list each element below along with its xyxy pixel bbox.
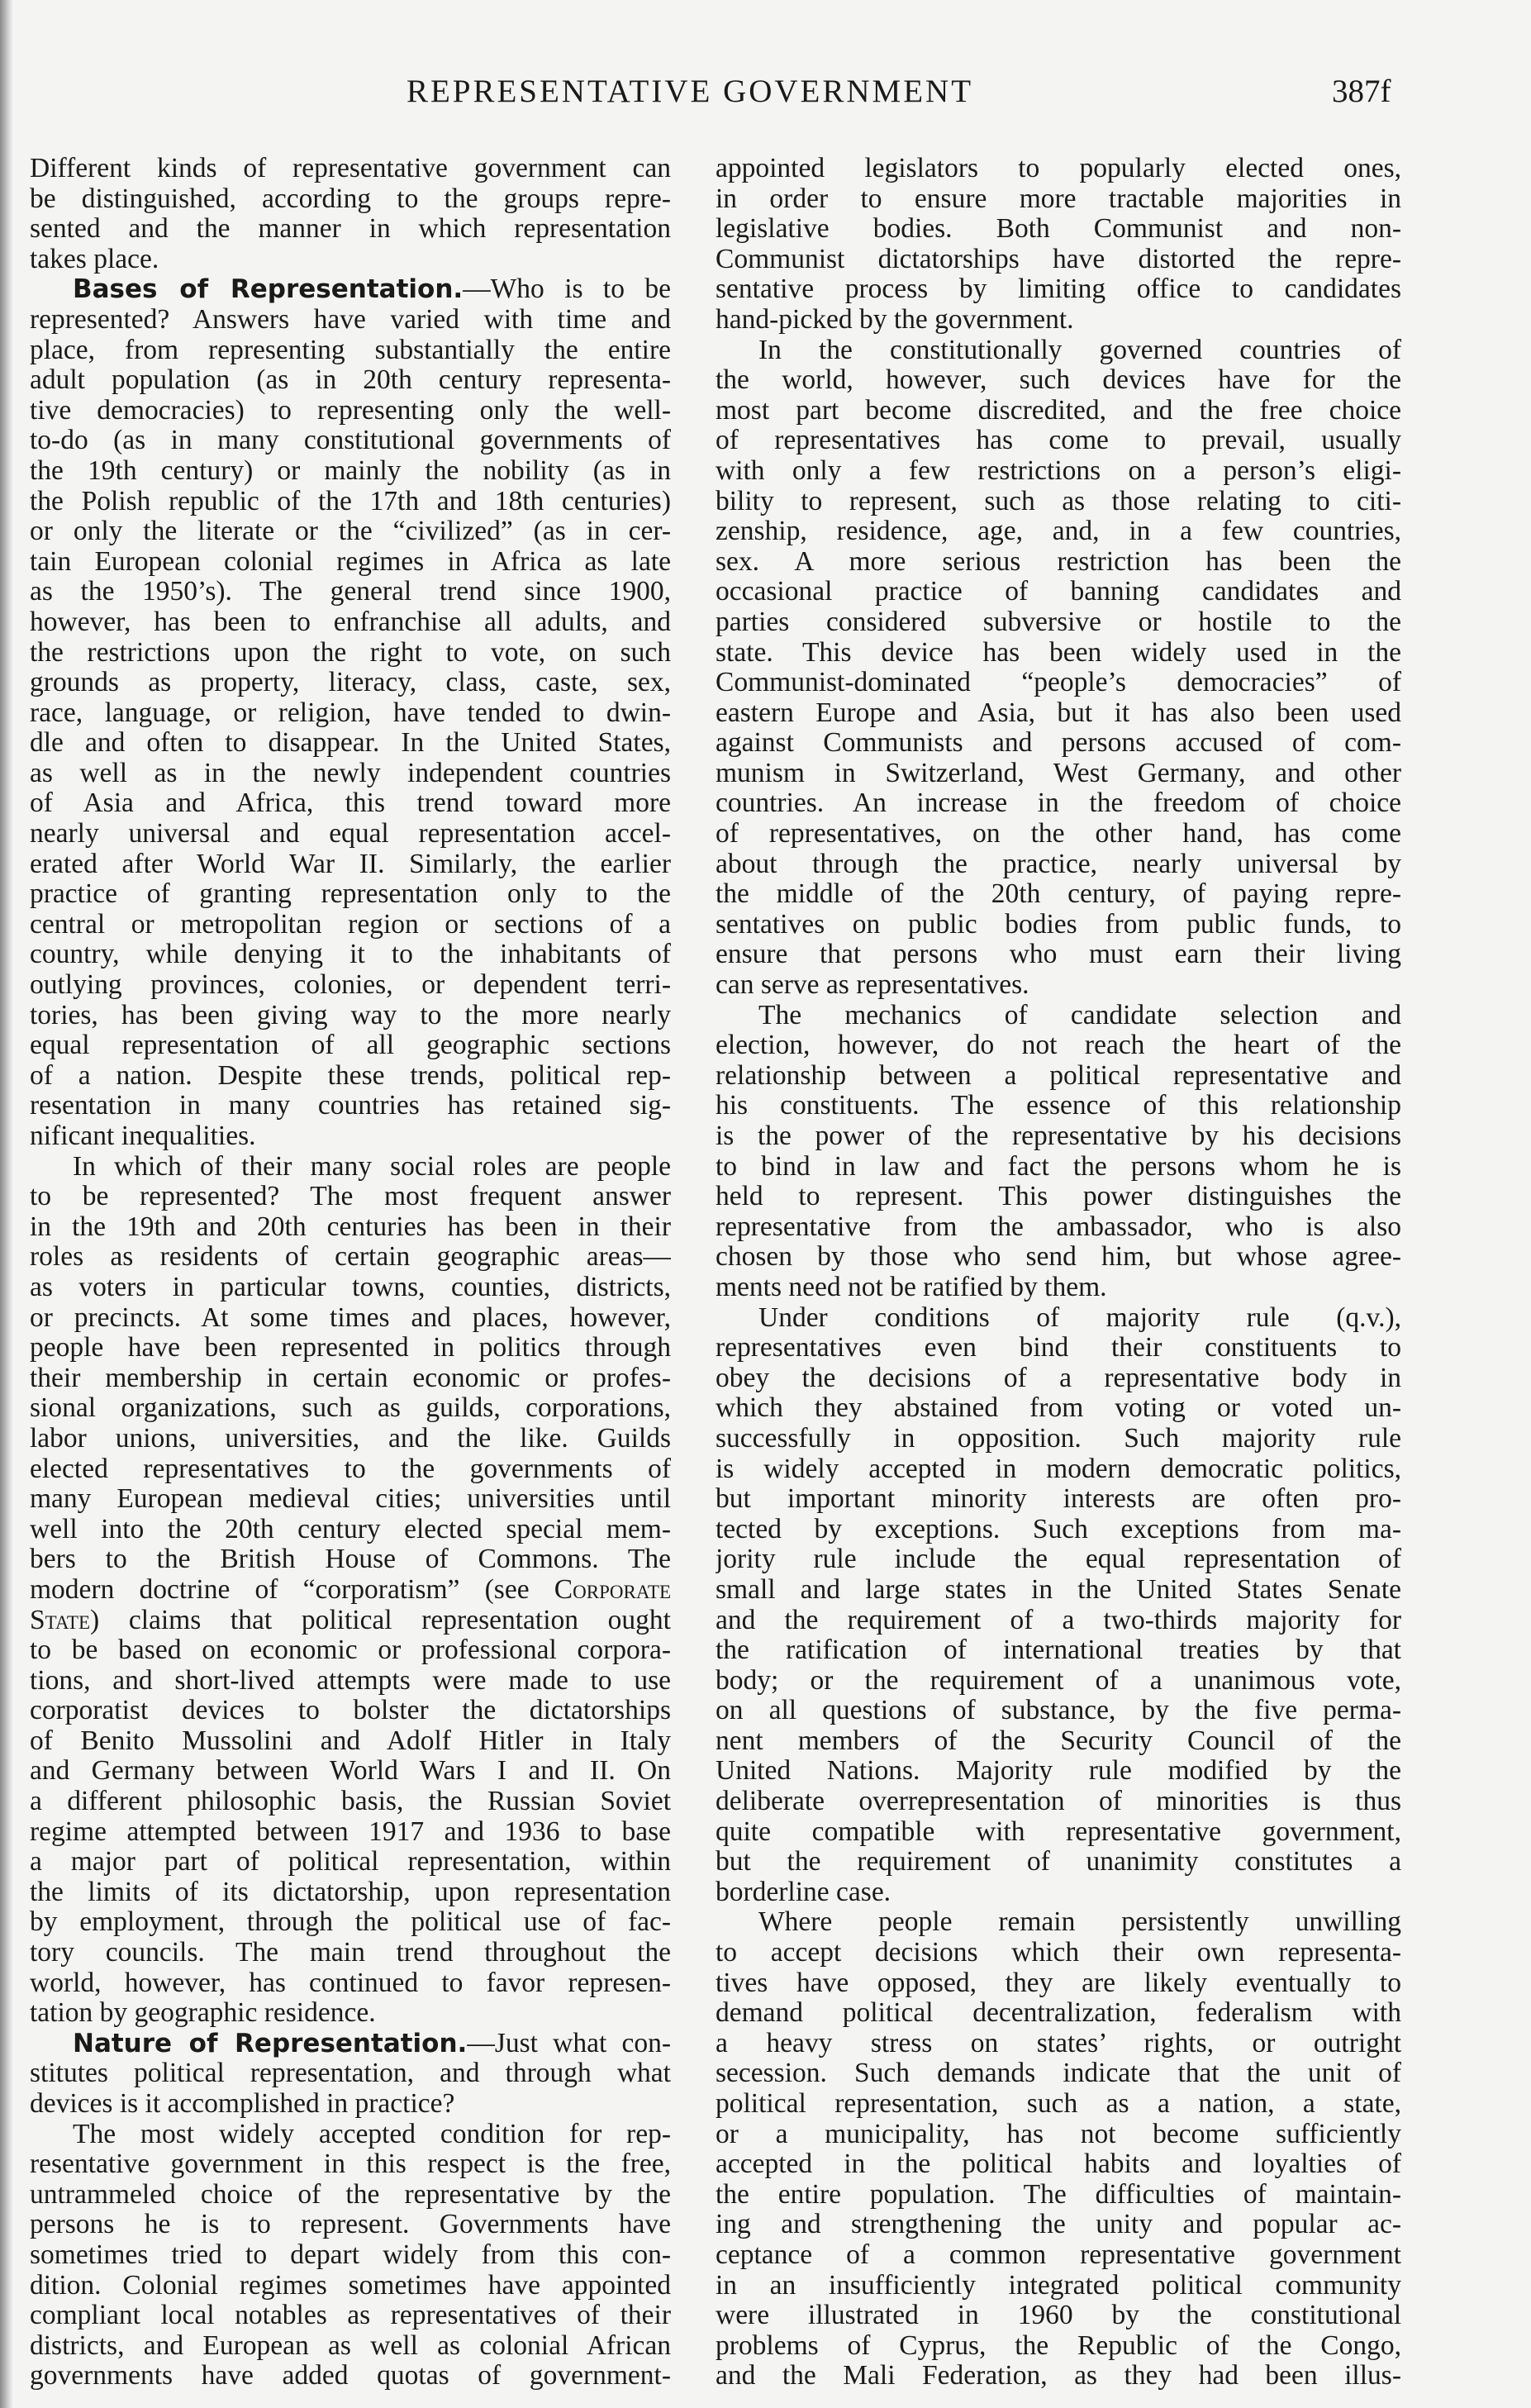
text-line: obey the decisions of a representative body in bbox=[716, 1363, 1401, 1393]
text-line: of a nation. Despite these trends, political rep- bbox=[30, 1060, 671, 1091]
paragraph bbox=[716, 154, 1401, 336]
text-line: The mechanics of candidate selection and bbox=[758, 1000, 1401, 1030]
text-line: of representatives has come to prevail, usually bbox=[716, 426, 1401, 456]
paragraph bbox=[30, 2029, 671, 2120]
text-line: secession. Such demands indicate that the unit of bbox=[716, 2058, 1401, 2089]
text-line: held to represent. This power distinguishes the bbox=[716, 1182, 1401, 1212]
text-line bbox=[30, 1575, 671, 1606]
text-line: ments need not be ratified by them. bbox=[716, 1272, 1107, 1302]
text-line: nificant inequalities. bbox=[30, 1121, 256, 1151]
text-line: persons he is to represent. Governments have bbox=[30, 2210, 671, 2240]
text-line: accepted in the political habits and loyalties of bbox=[716, 2149, 1401, 2180]
text-line: regime attempted between 1917 and 1936 to base bbox=[30, 1816, 671, 1847]
text-line: or a municipality, has not become sufficiently bbox=[716, 2119, 1401, 2149]
text-line: zenship, residence, age, and, in a few countries, bbox=[716, 516, 1401, 547]
paragraph bbox=[30, 154, 671, 274]
text-line: a different philosophic basis, the Russian Soviet bbox=[30, 1787, 671, 1817]
text-line: his constituents. The essence of this relationship bbox=[716, 1091, 1401, 1121]
text-line: districts, and European as well as colonial African bbox=[30, 2330, 671, 2361]
text-line: legislative bodies. Both Communist and non- bbox=[716, 214, 1401, 245]
text-line: to bind in law and fact the persons whom he is bbox=[716, 1151, 1401, 1182]
text-line: represented? Answers have varied with time and bbox=[30, 304, 671, 335]
text-line: many European medieval cities; universities until bbox=[30, 1484, 671, 1515]
text-line: or precincts. At some times and places, however, bbox=[30, 1302, 671, 1333]
text-line: the limits of its dictatorship, upon representation bbox=[30, 1877, 671, 1907]
text-line: munism in Switzerland, West Germany, and other bbox=[716, 758, 1401, 788]
text-line: compliant local notables as representatives of their bbox=[30, 2301, 671, 2331]
text-line: resentative government in this respect is the free, bbox=[30, 2149, 671, 2180]
text-line: to-do (as in many constitutional governments of bbox=[30, 426, 671, 456]
text-line: sented and the manner in which representation bbox=[30, 214, 671, 245]
text-line: is the power of the representative by his decisions bbox=[716, 1121, 1401, 1151]
text-line: Under conditions of majority rule (q.v.), bbox=[758, 1302, 1401, 1333]
paragraph bbox=[30, 274, 671, 1151]
text-line: but important minority interests are often pro- bbox=[716, 1484, 1401, 1515]
text-line: representative from the ambassador, who is also bbox=[716, 1211, 1401, 1242]
text-line: the ratification of international treaties by that bbox=[716, 1635, 1401, 1666]
text-line: devices is it accomplished in practice? bbox=[30, 2089, 455, 2119]
text-line: Communist-dominated “people’s democracies” of bbox=[716, 668, 1401, 698]
text-line: well into the 20th century elected special mem- bbox=[30, 1514, 671, 1544]
text-line: to accept decisions which their own representa- bbox=[716, 1938, 1401, 1968]
paragraph bbox=[716, 336, 1401, 1001]
text-line: tory councils. The main trend throughout the bbox=[30, 1938, 671, 1968]
text-line bbox=[30, 2029, 671, 2059]
page-edge-shadow bbox=[0, 0, 13, 2408]
text-line: their membership in certain economic or profes- bbox=[30, 1363, 671, 1393]
text-line: tain European colonial regimes in Africa as late bbox=[30, 546, 671, 577]
text-line: small and large states in the United States Senate bbox=[716, 1574, 1401, 1605]
text-line: quite compatible with representative government, bbox=[716, 1816, 1401, 1847]
text-line: grounds as property, literacy, class, caste, sex, bbox=[30, 668, 671, 698]
text-line: by employment, through the political use of fac- bbox=[30, 1907, 671, 1938]
text-line: about through the practice, nearly universal by bbox=[716, 849, 1401, 879]
text-line: race, language, or religion, have tended to dwin- bbox=[30, 697, 671, 728]
text-run: modern doctrine of “corporatism” (see bbox=[30, 1574, 554, 1605]
text-line: bility to represent, such as those relating to citi- bbox=[716, 486, 1401, 516]
column-right bbox=[716, 154, 1401, 2391]
text-line: tions, and short-lived attempts were made to use bbox=[30, 1665, 671, 1696]
text-line: were illustrated in 1960 by the constitutional bbox=[716, 2301, 1401, 2331]
text-line: is widely accepted in modern democratic politics, bbox=[716, 1454, 1401, 1484]
text-line: chosen by those who send him, but whose agree- bbox=[716, 1242, 1401, 1273]
paragraph bbox=[30, 2120, 671, 2391]
text-line: eastern Europe and Asia, but it has also been used bbox=[716, 697, 1401, 728]
text-line: resentation in many countries has retained sig- bbox=[30, 1091, 671, 1121]
text-line: which they abstained from voting or voted un- bbox=[716, 1393, 1401, 1424]
text-line: In the constitutionally governed countries of bbox=[758, 335, 1401, 365]
text-line: outlying provinces, colonies, or dependent terri- bbox=[30, 970, 671, 1001]
text-line: ensure that persons who must earn their living bbox=[716, 940, 1401, 970]
text-line: countries. An increase in the freedom of choice bbox=[716, 788, 1401, 819]
text-line: of Asia and Africa, this trend toward more bbox=[30, 788, 671, 819]
text-line: the world, however, such devices have for the bbox=[716, 365, 1401, 396]
text-line: central or metropolitan region or sections of a bbox=[30, 909, 671, 940]
text-line: tives have opposed, they are likely eventually to bbox=[716, 1968, 1401, 1998]
text-line: in an insufficiently integrated political community bbox=[716, 2270, 1401, 2301]
text-line: of representatives, on the other hand, has come bbox=[716, 819, 1401, 849]
text-line: corporatist devices to bolster the dictatorships bbox=[30, 1696, 671, 1726]
text-line: practice of granting representation only to the bbox=[30, 879, 671, 910]
text-line: sentatives on public bodies from public funds, to bbox=[716, 909, 1401, 940]
text-line: place, from representing substantially the entire bbox=[30, 335, 671, 365]
text-line: adult population (as in 20th century representa- bbox=[30, 365, 671, 396]
text-line: a heavy stress on states’ rights, or outright bbox=[716, 2028, 1401, 2058]
text-line: of Benito Mussolini and Adolf Hitler in Italy bbox=[30, 1725, 671, 1756]
text-line: appointed legislators to popularly elected ones, bbox=[716, 154, 1401, 183]
text-run: —Who is to be bbox=[463, 274, 671, 305]
text-line: relationship between a political representative and bbox=[716, 1060, 1401, 1091]
text-line: nearly universal and equal representation accel- bbox=[30, 819, 671, 849]
text-line: most part become discredited, and the free choice bbox=[716, 395, 1401, 426]
text-line: sometimes tried to depart widely from this con- bbox=[30, 2239, 671, 2270]
text-line: political representation, such as a nation, a state, bbox=[716, 2089, 1401, 2119]
text-line: equal representation of all geographic sections bbox=[30, 1030, 671, 1061]
text-line: as the 1950’s). The general trend since 1900, bbox=[30, 577, 671, 607]
cross-reference: State bbox=[30, 1605, 90, 1635]
text-line: problems of Cyprus, the Republic of the Congo, bbox=[716, 2330, 1401, 2361]
text-line: dle and often to disappear. In the United States, bbox=[30, 728, 671, 759]
text-line: borderline case. bbox=[716, 1877, 891, 1907]
text-line: and Germany between World Wars I and II. On bbox=[30, 1756, 671, 1787]
text-line: state. This device has been widely used in the bbox=[716, 637, 1401, 668]
text-line: the entire population. The difficulties of maintain- bbox=[716, 2179, 1401, 2210]
text-line: takes place. bbox=[30, 244, 159, 274]
text-line: untrammeled choice of the representative by the bbox=[30, 2179, 671, 2210]
text-line: as voters in particular towns, counties, districts, bbox=[30, 1272, 671, 1302]
text-line: tive democracies) to representing only the well- bbox=[30, 395, 671, 426]
text-line: or only the literate or the “civilized” (as in cer- bbox=[30, 516, 671, 547]
text-line: the middle of the 20th century, of paying repre- bbox=[716, 879, 1401, 910]
text-line: parties considered subversive or hostile to the bbox=[716, 607, 1401, 637]
text-line: occasional practice of banning candidates and bbox=[716, 577, 1401, 607]
text-line: body; or the requirement of a unanimous vote, bbox=[716, 1665, 1401, 1696]
running-head-title: REPRESENTATIVE GOVERNMENT bbox=[406, 74, 974, 109]
text-line: bers to the British House of Commons. The bbox=[30, 1544, 671, 1575]
text-line: In which of their many social roles are people bbox=[73, 1151, 671, 1182]
text-line: successfully in opposition. Such majority rule bbox=[716, 1423, 1401, 1454]
page-number: 387f bbox=[1332, 74, 1391, 109]
text-line: jority rule include the equal representation of bbox=[716, 1544, 1401, 1575]
text-line bbox=[30, 1606, 671, 1636]
text-line: a major part of political representation, within bbox=[30, 1847, 671, 1877]
cross-reference: Corporate bbox=[554, 1574, 671, 1605]
text-line: people have been represented in politics through bbox=[30, 1333, 671, 1363]
text-line: roles as residents of certain geographic areas— bbox=[30, 1242, 671, 1273]
text-line: governments have added quotas of government- bbox=[30, 2361, 671, 2391]
paragraph bbox=[30, 1152, 671, 2029]
text-line: world, however, has continued to favor represen- bbox=[30, 1968, 671, 1998]
text-line: dition. Colonial regimes sometimes have appointed bbox=[30, 2270, 671, 2301]
paragraph bbox=[716, 1907, 1401, 2391]
text-line: ing and strengthening the unity and popular ac- bbox=[716, 2210, 1401, 2240]
text-line: to be represented? The most frequent answer bbox=[30, 1182, 671, 1212]
text-line: in the 19th and 20th centuries has been in their bbox=[30, 1211, 671, 1242]
text-line: and the Mali Federation, as they had been illus- bbox=[716, 2361, 1401, 2391]
text-line: United Nations. Majority rule modified by the bbox=[716, 1756, 1401, 1787]
text-line: labor unions, universities, and the like. Guilds bbox=[30, 1423, 671, 1454]
text-line: to be based on economic or professional corpora- bbox=[30, 1635, 671, 1666]
text-line: as well as in the newly independent countries bbox=[30, 758, 671, 788]
text-line: hand-picked by the government. bbox=[716, 304, 1074, 335]
text-line: nent members of the Security Council of the bbox=[716, 1725, 1401, 1756]
text-line: sex. A more serious restriction has been the bbox=[716, 546, 1401, 577]
text-line: Different kinds of representative government can bbox=[30, 154, 671, 183]
text-line: stitutes political representation, and through what bbox=[30, 2058, 671, 2089]
text-line: and the requirement of a two-thirds majority for bbox=[716, 1605, 1401, 1635]
text-line: the 19th century) or mainly the nobility (as in bbox=[30, 455, 671, 486]
section-heading: Nature of Representation. bbox=[73, 2028, 468, 2058]
text-line: tories, has been giving way to the more nearly bbox=[30, 1000, 671, 1030]
text-line: country, while denying it to the inhabitants of bbox=[30, 940, 671, 970]
text-line: Where people remain persistently unwilling bbox=[758, 1907, 1401, 1938]
text-line: with only a few restrictions on a person’s eligi- bbox=[716, 455, 1401, 486]
text-line: deliberate overrepresentation of minorities is thus bbox=[716, 1787, 1401, 1817]
text-line: sional organizations, such as guilds, corporations, bbox=[30, 1393, 671, 1424]
text-line: Communist dictatorships have distorted the repre- bbox=[716, 244, 1401, 274]
text-line: tected by exceptions. Such exceptions from ma- bbox=[716, 1514, 1401, 1544]
text-line: but the requirement of unanimity constitutes a bbox=[716, 1847, 1401, 1877]
text-line: in order to ensure more tractable majorities in bbox=[716, 183, 1401, 214]
text-line: sentative process by limiting office to candidates bbox=[716, 274, 1401, 305]
text-line: elected representatives to the governments of bbox=[30, 1454, 671, 1484]
text-line: election, however, do not reach the heart of the bbox=[716, 1030, 1401, 1061]
paragraph bbox=[716, 1001, 1401, 1303]
text-run: —Just what con- bbox=[467, 2028, 671, 2058]
text-line: be distinguished, according to the groups repre- bbox=[30, 183, 671, 214]
section-heading: Bases of Representation. bbox=[73, 274, 464, 305]
text-line: however, has been to enfranchise all adults, and bbox=[30, 607, 671, 637]
text-line: demand political decentralization, federalism with bbox=[716, 1998, 1401, 2029]
text-line: tation by geographic residence. bbox=[30, 1998, 376, 2029]
text-line: ceptance of a common representative government bbox=[716, 2239, 1401, 2270]
column-left bbox=[30, 154, 671, 2391]
text-line: on all questions of substance, by the five perma- bbox=[716, 1696, 1401, 1726]
paragraph bbox=[716, 1303, 1401, 1908]
text-line bbox=[30, 274, 671, 305]
text-line: can serve as representatives. bbox=[716, 970, 1029, 1001]
text-line: the restrictions upon the right to vote, on such bbox=[30, 637, 671, 668]
text-line: erated after World War II. Similarly, the earlier bbox=[30, 849, 671, 879]
text-run: ) claims that political representation ought bbox=[90, 1605, 671, 1635]
text-line: against Communists and persons accused of com- bbox=[716, 728, 1401, 759]
text-line: the Polish republic of the 17th and 18th centuries) bbox=[30, 486, 671, 516]
text-line: The most widely accepted condition for rep- bbox=[73, 2119, 671, 2149]
text-line: representatives even bind their constituents to bbox=[716, 1333, 1401, 1363]
